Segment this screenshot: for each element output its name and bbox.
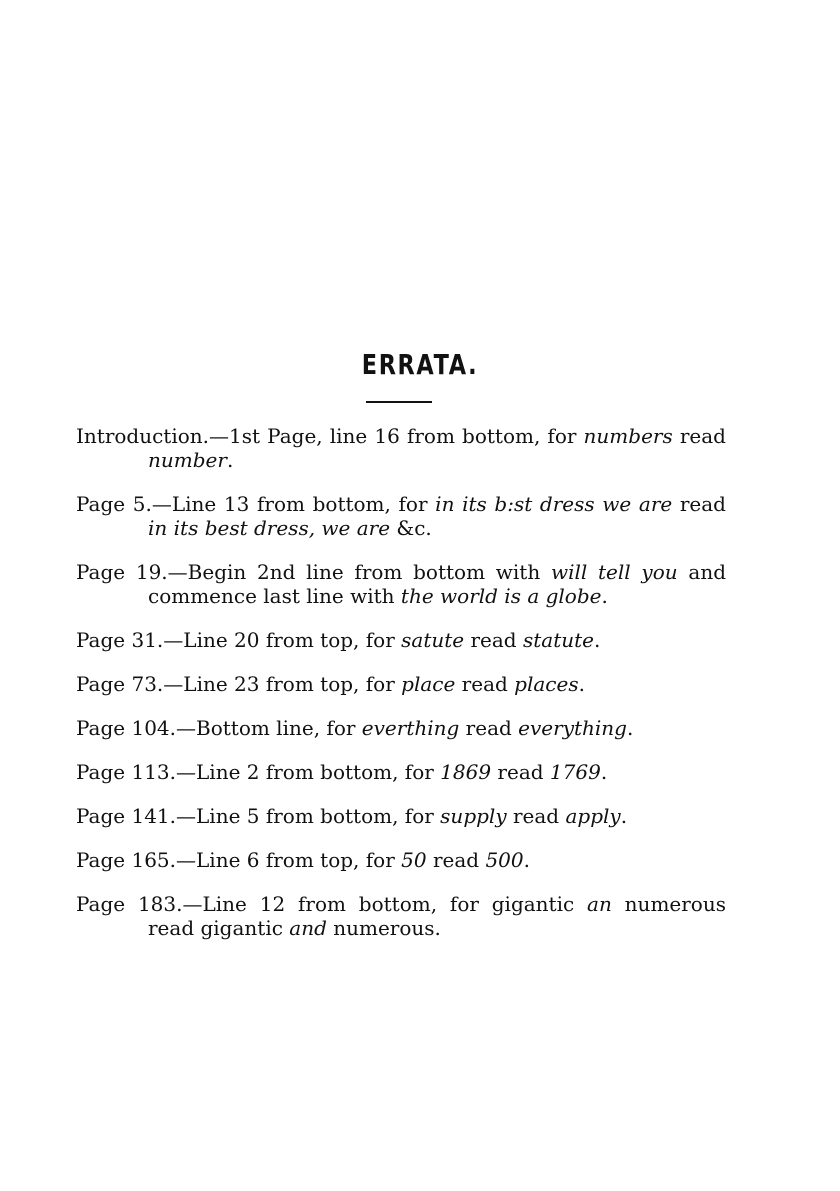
entry-reference: Page 104.—Bottom line, for <box>76 716 362 740</box>
entry-reference: Page 165.—Line 6 from top, for <box>76 848 402 872</box>
errata-entry <box>76 424 726 472</box>
entry-reference: Page 31.—Line 20 from top, for <box>76 628 402 652</box>
entry-tail: numerous. <box>326 916 441 940</box>
entry-wrong-text: will tell you <box>550 560 678 584</box>
entry-wrong-text: numbers <box>583 424 673 448</box>
entry-correct-text: in its best dress, we are <box>148 516 391 540</box>
entry-tail: . <box>226 448 234 472</box>
entry-connector: read <box>491 760 550 784</box>
errata-entry <box>76 672 726 696</box>
entry-connector: read <box>672 492 726 516</box>
entry-reference: Page 183.—Line 12 from bottom, for gigantic <box>76 892 588 916</box>
entry-connector: read <box>506 804 566 828</box>
entry-connector: and commence last line with <box>148 560 727 608</box>
entry-connector: read <box>459 716 519 740</box>
errata-entry <box>76 628 726 652</box>
entry-wrong-text: 50 <box>401 848 427 872</box>
entry-correct-text: number <box>148 448 227 472</box>
entry-correct-text: everything <box>518 716 627 740</box>
page-title: ERRATA. <box>361 348 479 381</box>
entry-wrong-text: 1869 <box>440 760 492 784</box>
entry-reference: Page 113.—Line 2 from bottom, for <box>76 760 441 784</box>
entry-wrong-text: an <box>587 892 612 916</box>
title-rule <box>366 401 432 403</box>
entry-reference: Page 141.—Line 5 from bottom, for <box>76 804 441 828</box>
entry-connector: numerous read gigantic <box>148 892 726 940</box>
errata-entry <box>76 848 726 872</box>
errata-entry <box>76 716 726 740</box>
entry-tail: . <box>578 672 585 696</box>
entry-correct-text: statute <box>522 628 594 652</box>
entry-tail: . <box>626 716 634 740</box>
entry-wrong-text: in its b:st dress we are <box>435 492 673 516</box>
entry-tail: . <box>593 628 601 652</box>
entry-correct-text: the world is a globe <box>400 584 602 608</box>
entry-connector: read <box>464 628 523 652</box>
entry-tail: . <box>600 760 608 784</box>
entry-correct-text: and <box>289 916 327 940</box>
entry-tail: &c. <box>390 516 432 540</box>
entry-wrong-text: everthing <box>361 716 460 740</box>
errata-entry <box>76 560 726 608</box>
entry-reference: Introduction.—1st Page, line 16 from bottom, for <box>76 424 584 448</box>
entry-wrong-text: satute <box>401 628 465 652</box>
errata-entry <box>76 492 726 540</box>
entry-wrong-text: supply <box>440 804 507 828</box>
errata-list <box>76 424 726 949</box>
errata-entry <box>76 760 726 784</box>
entry-connector: read <box>426 848 486 872</box>
entry-tail: . <box>523 848 530 872</box>
entry-correct-text: 500 <box>485 848 524 872</box>
entry-tail: . <box>620 804 628 828</box>
entry-reference: Page 73.—Line 23 from top, for <box>76 672 402 696</box>
entry-connector: read <box>455 672 515 696</box>
entry-correct-text: 1769 <box>549 760 601 784</box>
entry-reference: Page 19.—Begin 2nd line from bottom with <box>76 560 551 584</box>
entry-correct-text: places <box>514 672 579 696</box>
errata-entry <box>76 804 726 828</box>
entry-correct-text: apply <box>565 804 621 828</box>
entry-reference: Page 5.—Line 13 from bottom, for <box>76 492 436 516</box>
entry-wrong-text: place <box>401 672 456 696</box>
entry-connector: read <box>672 424 726 448</box>
entry-tail: . <box>601 584 608 608</box>
errata-entry <box>76 892 726 940</box>
